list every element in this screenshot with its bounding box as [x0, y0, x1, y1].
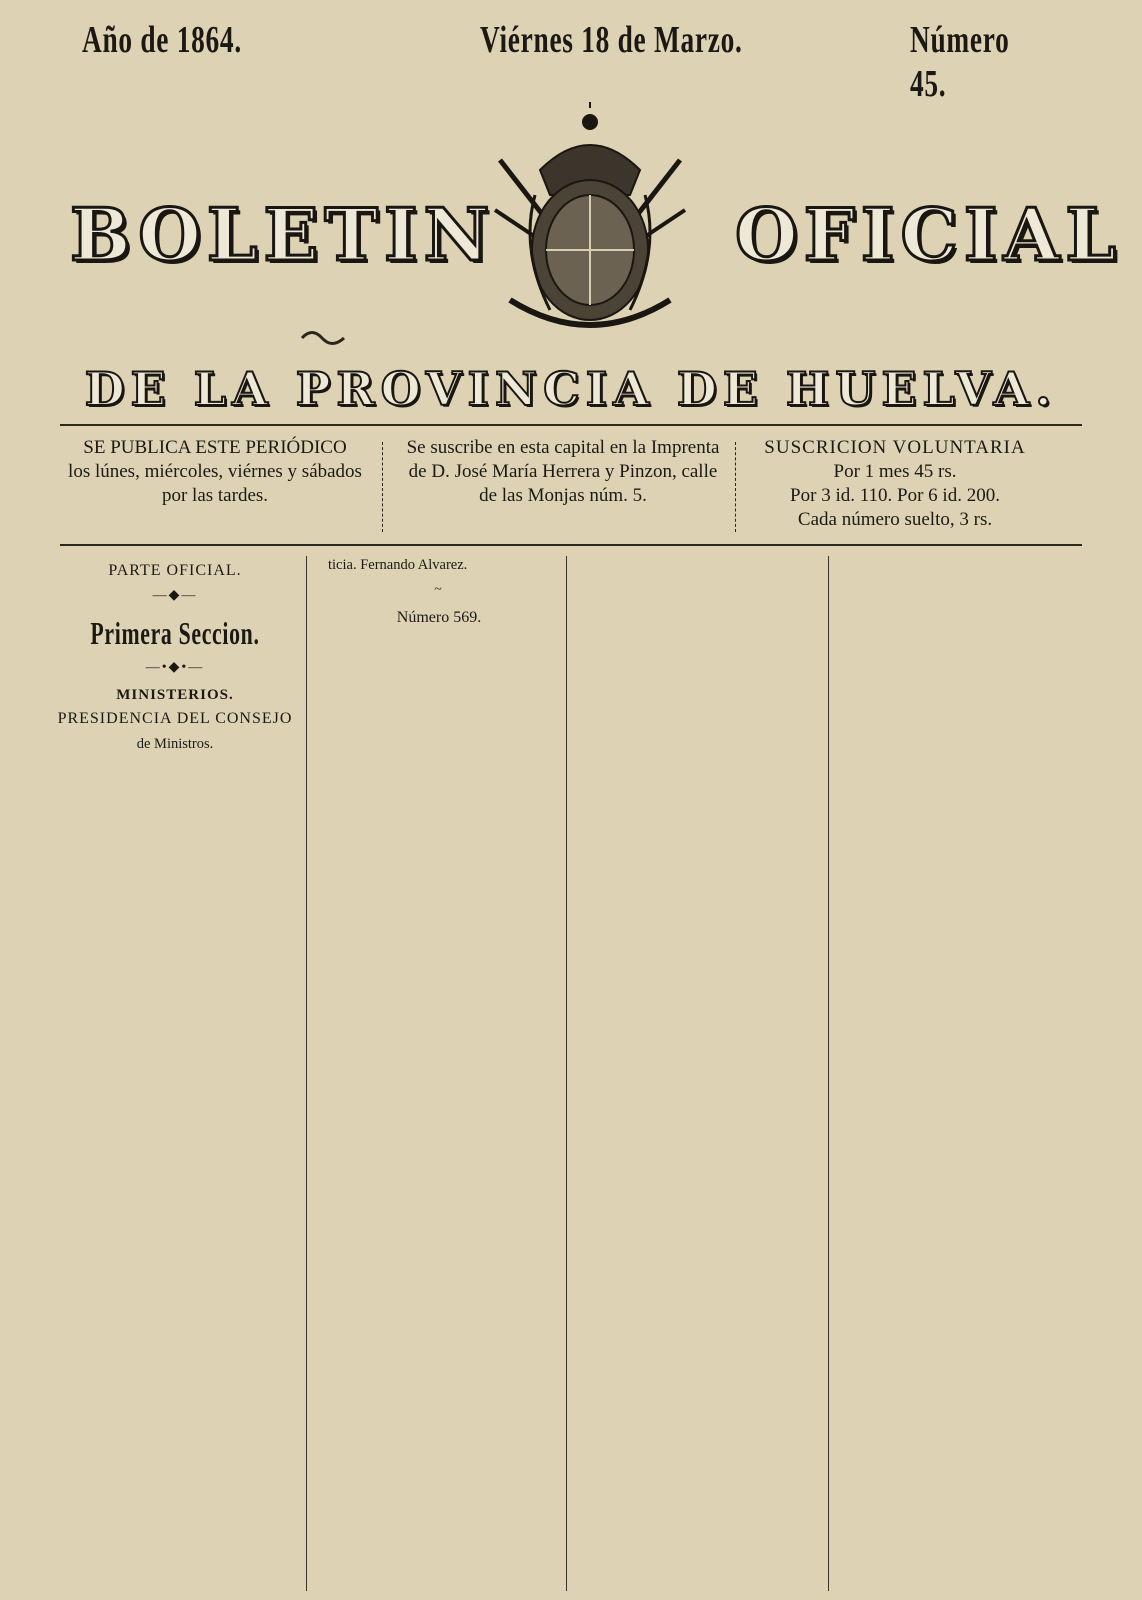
- centered-line: de Ministros.: [136, 735, 214, 752]
- item-number: Número 569.: [396, 609, 482, 627]
- printer-info: Se suscribe en esta capital en la Imprenta de D. José María Herrera y Pinzon, calle de las Monjas núm. 5.: [406, 437, 720, 506]
- masthead-subtitle: DE LA PROVINCIA DE HUELVA.: [84, 362, 1058, 416]
- column-divider: [306, 556, 307, 1591]
- column-3: [575, 556, 825, 1596]
- section-heading: Primera Seccion.: [90, 615, 260, 652]
- subscription-band: [60, 436, 1082, 544]
- ornament: ~: [434, 581, 444, 597]
- band-rule: [60, 544, 1082, 546]
- issue-date: Viérnes 18 de Marzo.: [480, 19, 743, 61]
- band-divider: [382, 442, 383, 532]
- publication-days: SE PUBLICA ESTE PERIÓDICO los lúnes, miércoles, viérnes y sábados por las tardes.: [68, 437, 362, 506]
- column-divider: [566, 556, 567, 1591]
- masthead-title-left: BOLETIN: [70, 192, 496, 277]
- ornament: —◆—: [152, 587, 198, 603]
- issue-year: Año de 1864.: [82, 19, 242, 61]
- subheading: PRESIDENCIA DEL CONSEJO: [57, 710, 293, 728]
- small-scroll-icon: [300, 325, 346, 351]
- paragraph: ticia. Fernando Alvarez.: [328, 557, 468, 573]
- issue-number: Número 45.: [910, 19, 1010, 105]
- ministry-heading: MINISTERIOS.: [116, 686, 234, 703]
- masthead: [0, 100, 1142, 420]
- royal-coat-of-arms-icon: [480, 100, 700, 340]
- subheading: PARTE OFICIAL.: [108, 562, 242, 579]
- voluntary-subscription: SUSCRICION VOLUNTARIA Por 1 mes 45 rs. Por 3 id. 110. Por 6 id. 200. Cada número suelto, 3 rs.: [764, 437, 1026, 530]
- ornament: —•◆•—: [145, 660, 205, 676]
- band-divider: [735, 442, 736, 532]
- column-1: [50, 556, 300, 1596]
- masthead-rule: [60, 424, 1082, 426]
- column-4: [838, 556, 1088, 1596]
- column-2: [314, 556, 564, 1596]
- masthead-title-right: OFICIAL: [735, 192, 1122, 277]
- dateline: [70, 18, 1082, 105]
- column-divider: [828, 556, 829, 1591]
